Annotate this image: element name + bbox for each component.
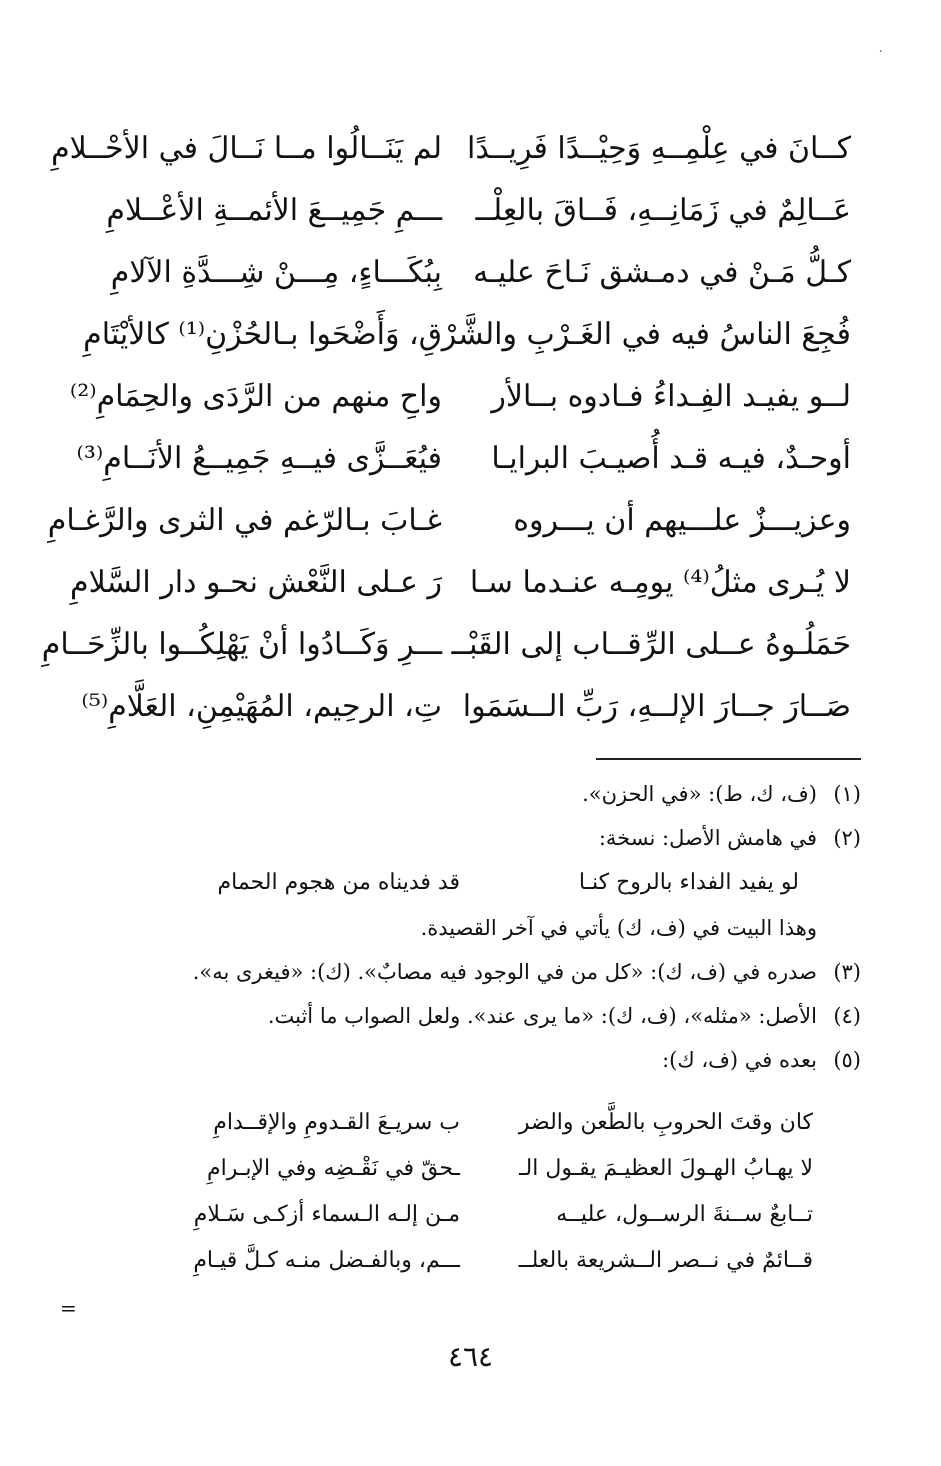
footnote-verse-first: تــابعٌ ســنةَ الرســول، عليــه (556, 1202, 813, 1227)
footnote-text: بعده في (ف، ك): (662, 1048, 817, 1072)
footnote-verse (90, 1146, 861, 1192)
verse-second-hemistich: رَ عـلى النَّعْش نحـو دار السَّلامِ (70, 565, 442, 600)
verse-first-hemistich: عَــالِمٌ في زَمَانِــهِ، فَــاقَ بالعِلْــ (475, 193, 851, 228)
footnote-verse-first: كان وقتَ الحروبِ بالطَّعن والضر (518, 1110, 813, 1135)
footnote-verse (90, 1238, 861, 1284)
verse-first-hemistich: كـلُّ مَـنْ في دمـشق نَـاحَ عليـه (473, 255, 851, 290)
footnote-verse-second: مـن إلـه الـسماء أزكـى سَـلامِ (193, 1202, 460, 1227)
footnote-2-continuation (90, 906, 861, 950)
poem-verse (51, 118, 851, 180)
footnote-verse-first: لو يفيد الفداء بالروح كنـا (578, 870, 799, 895)
corner-dot: · (878, 44, 883, 60)
verse-second-hemistich: فيُعَــزَّى فيــهِ جَمِيــعُ الأنَــامِ⁽³⁾ (76, 441, 442, 476)
footnote-verse-second: ـــم، وبالفـضل منـه كـلَّ قيـامِ (193, 1248, 460, 1273)
footnotes (90, 772, 861, 1082)
footnote-divider (596, 758, 861, 760)
verse-first-hemistich: صَــارَ جــارَ الإلــهِ، رَبِّ الــسَمَوا (462, 689, 851, 724)
footnote-2-verse (90, 860, 861, 906)
footnote-text: في هامش الأصل: نسخة: (598, 826, 817, 850)
poem-verse (70, 242, 851, 304)
verse-first-hemistich: لــو يفيـد الفِـداءُ فـادوه بــالأر (491, 379, 851, 414)
poem (41, 118, 851, 738)
footnote-text: وهذا البيت في (ف، ك) يأتي في آخر القصيدة. (420, 916, 817, 940)
verse-first-hemistich: حَمَلُـوهُ عــلى الرِّقــاب إلى القَبْــ (451, 627, 851, 662)
verse-second-hemistich: ـــرِ وَكَــادُوا أنْ يَهْلِكُــوا بالزِّحَــامِ (41, 627, 442, 662)
verse-first-hemistich: وعزيـــزٌ علـــيهم أن يـــروه (513, 503, 851, 538)
verse-second-hemistich: قِ، وَأَضْحَوا بـالحُزْنِ⁽¹⁾ كالأيْتَامِ (83, 317, 442, 352)
footnote-verse-second: ب سريـعَ القـدومِ والإقــدامِ (213, 1110, 460, 1135)
poem-verse (70, 676, 851, 738)
poem-verse (70, 428, 851, 490)
footnote-5-verses (90, 1100, 861, 1284)
verse-first-hemistich: لا يُـرى مثلُ⁽⁴⁾ يومِـه عنـدما سـا (469, 565, 851, 600)
continuation-mark: = (60, 1296, 77, 1320)
verse-second-hemistich: ـــمِ جَمِيــعَ الأئمــةِ الأعْــلامِ (106, 193, 442, 228)
footnote-verse-first: لا يهـابُ الهـولَ العظيـمَ يقـول الـ (519, 1156, 813, 1181)
poem-verse (70, 552, 851, 614)
footnote-4 (90, 994, 861, 1038)
poem-verse (47, 490, 851, 552)
footnote-number: (٥) (833, 1048, 861, 1072)
footnote-verse-second: قد فديناه من هجوم الحمام (217, 870, 460, 895)
poem-verse (70, 366, 851, 428)
page-number: ٤٦٤ (447, 1340, 494, 1373)
verse-second-hemistich: بِبُكَـــاءٍ، مِـــنْ شِـــدَّةِ الآلامِ (110, 255, 442, 290)
footnote-1 (90, 772, 861, 816)
verse-second-hemistich: لم يَنَــالُوا مــا نَــالَ في الأحْــلامِ (51, 131, 442, 166)
poem-verse (70, 180, 851, 242)
footnote-verse-first: قــائمٌ في نــصر الــشريعة بالعلــ (518, 1248, 813, 1273)
footnote-number: (٤) (833, 1004, 861, 1028)
footnote-number: (٣) (833, 960, 861, 984)
footnote-3 (90, 950, 861, 994)
footnote-text: الأصل: «مثله»، (ف، ك): «ما يرى عند». ولعل الصواب ما أثبت. (267, 1004, 817, 1028)
footnote-text: (ف، ك، ط): «في الحزن». (582, 782, 817, 806)
poem-verse (41, 614, 851, 676)
footnote-verse-second: ـحقّ في نَقْـضِه وفي الإبـرامِ (207, 1156, 460, 1181)
verse-second-hemistich: واحِ منهم من الرَّدَى والحِمَامِ⁽²⁾ (69, 379, 442, 414)
footnote-number: (١) (833, 782, 861, 806)
verse-second-hemistich: غـابَ بـالرّغم في الثرى والرَّغـامِ (47, 503, 442, 538)
footnote-text: صدره في (ف، ك): «كل من في الوجود فيه مصابٌ». (ك): «فيغرى به». (192, 960, 817, 984)
verse-second-hemistich: تِ، الرحِيم، المُهَيْمِنِ، العَلَّامِ⁽⁵⁾ (81, 689, 442, 724)
footnote-5 (90, 1038, 861, 1082)
footnote-2 (90, 816, 861, 860)
verse-first-hemistich: أوحـدٌ، فيـه قـد أُصيـبَ البرايـا (491, 441, 851, 476)
verse-first-hemistich: فُجِعَ الناسُ فيه في الغَـرْبِ والشَّرْ (441, 317, 851, 352)
verse-first-hemistich: كــانَ في عِلْمِــهِ وَحِيْــدًا فَرِيــدًا (466, 131, 851, 166)
footnote-number: (٢) (833, 826, 861, 850)
footnote-verse (90, 1100, 861, 1146)
poem-verse (70, 304, 851, 366)
footnote-verse (90, 1192, 861, 1238)
